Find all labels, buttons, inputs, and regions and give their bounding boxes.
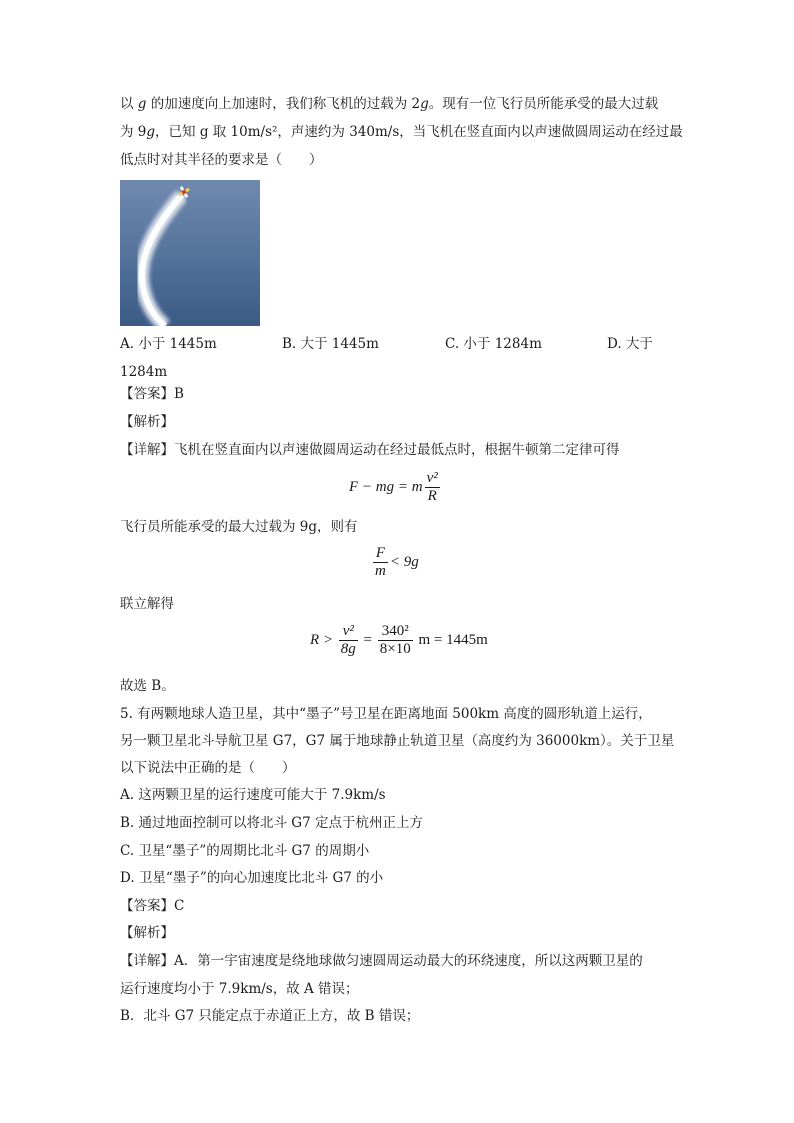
q4-stem-line-1: 以 g 的加速度向上加速时，我们称飞机的过载为 2g。现有一位飞行员所能承受的最大过载 [120,96,659,112]
airplane-photo [120,180,260,326]
q4-option-d-continued: 1284m [120,364,168,380]
q5-detail-line-1: 【详解】A．第一宇宙速度是绕地球做匀速圆周运动最大的环绕速度，所以这两颗卫星的 [120,953,643,969]
q4-stem-line-3: 低点时对其半径的要求是（ ） [120,152,323,168]
q4-option-d: D. 大于 [607,336,653,352]
equation-overload-condition: $\frac{F}{m}$ < 9g [375,545,419,579]
q4-combine-text: 联立解得 [120,596,174,612]
q4-conclusion: 故选 B。 [120,678,175,694]
airplane-smoke-trail-illustration [120,180,260,326]
q5-option-a: A. 这两颗卫星的运行速度可能大于 7.9km/s [120,787,386,803]
q5-option-c: C. 卫星“墨子”的周期比北斗 G7 的周期小 [120,843,370,859]
q5-answer: 【答案】C [120,898,185,914]
equation-radius-result: R > $\frac{\text{v²}}{8g}$ = $\frac{\text{340²}}{8\times 10}$ m = 1445m [310,623,488,657]
q5-detail-line-3: B．北斗 G7 只能定点于赤道正上方，故 B 错误； [120,1008,420,1024]
q4-detail-text: 【详解】飞机在竖直面内以声速做圆周运动在经过最低点时，根据牛顿第二定律可得 [120,442,620,458]
q5-stem-line-2: 另一颗卫星北斗导航卫星 G7，G7 属于地球静止轨道卫星（高度约为 36000km）。关于卫星 [120,733,675,749]
q4-stem-line-2: 为 9g，已知 g 取 10m/s²，声速约为 340m/s，当飞机在竖直面内以声速做圆周运动在经过最 [120,124,683,140]
q4-analysis-heading: 【解析】 [120,414,174,430]
equation-newton-second-law: F − mg = m $\frac{\text{v²}}{R}$ [349,470,438,504]
q5-option-d: D. 卫星“墨子”的向心加速度比北斗 G7 的小 [120,870,384,886]
q5-option-b: B. 通过地面控制可以将北斗 G7 定点于杭州正上方 [120,815,423,831]
q5-analysis-heading: 【解析】 [120,925,174,941]
q5-detail-line-2: 运行速度均小于 7.9km/s，故 A 错误； [120,981,359,997]
q4-option-b: B. 大于 1445m [282,336,379,352]
q5-stem-line-3: 以下说法中正确的是（ ） [120,760,296,776]
q4-answer: 【答案】B [120,386,184,402]
q4-option-c: C. 小于 1284m [445,336,542,352]
q5-stem-line-1: 5. 有两颗地球人造卫星，其中“墨子”号卫星在距离地面 500km 高度的圆形轨道上运行， [120,706,652,722]
q4-option-a: A. 小于 1445m [120,336,217,352]
q4-max-overload-text: 飞行员所能承受的最大过载为 9g，则有 [120,519,358,535]
